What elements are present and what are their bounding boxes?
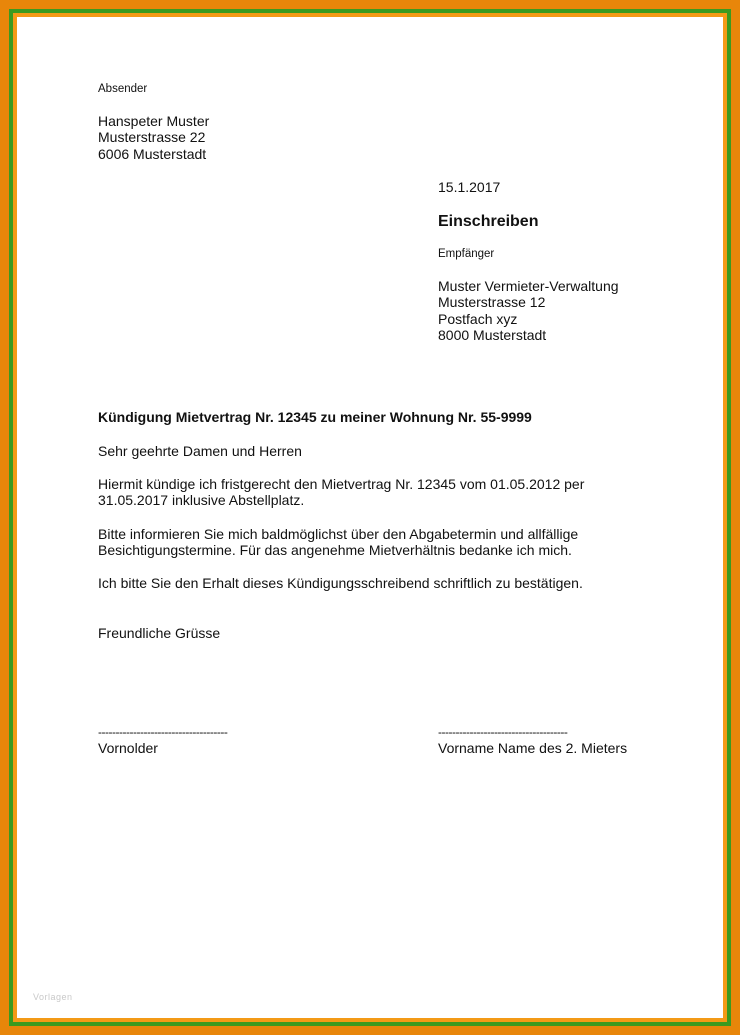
recipient-street: Musterstrasse 12	[438, 294, 546, 310]
closing: Freundliche Grüsse	[98, 625, 221, 641]
paragraph-1-line-1: Hiermit kündige ich fristgerecht den Mietvertrag Nr. 12345 vom 01.05.2012 per	[98, 476, 585, 492]
sender-street: Musterstrasse 22	[98, 129, 206, 145]
letter-subject: Kündigung Mietvertrag Nr. 12345 zu meiner Wohnung Nr. 55-9999	[98, 409, 532, 425]
watermark: Vorlagen	[33, 992, 73, 1002]
signature-label-left: Vornolder	[98, 740, 158, 756]
sender-label: Absender	[98, 83, 148, 95]
paragraph-3: Ich bitte Sie den Erhalt dieses Kündigungsschreibend schriftlich zu bestätigen.	[98, 575, 583, 591]
recipient-city: 8000 Musterstadt	[438, 327, 547, 343]
recipient-name: Muster Vermieter-Verwaltung	[438, 278, 619, 294]
letter-date: 15.1.2017	[438, 179, 501, 195]
recipient-label: Empfänger	[438, 248, 495, 260]
recipient-pobox: Postfach xyz	[438, 311, 518, 327]
registered-mail-label: Einschreiben	[438, 213, 539, 230]
salutation: Sehr geehrte Damen und Herren	[98, 443, 302, 459]
paragraph-2-line-1: Bitte informieren Sie mich baldmöglichst über den Abgabetermin und allfällige	[98, 526, 579, 542]
sender-name: Hanspeter Muster	[98, 113, 210, 129]
paragraph-2-line-2: Besichtigungstermine. Für das angenehme Mietverhältnis bedanke ich mich.	[98, 542, 572, 558]
sender-city: 6006 Musterstadt	[98, 146, 207, 162]
signature-line-right: -------------------------------------	[438, 725, 568, 739]
paragraph-1-line-2: 31.05.2017 inklusive Abstellplatz.	[98, 492, 305, 508]
letter-page	[17, 17, 723, 1018]
signature-label-right: Vorname Name des 2. Mieters	[438, 740, 628, 756]
signature-line-left: -------------------------------------	[98, 725, 228, 739]
